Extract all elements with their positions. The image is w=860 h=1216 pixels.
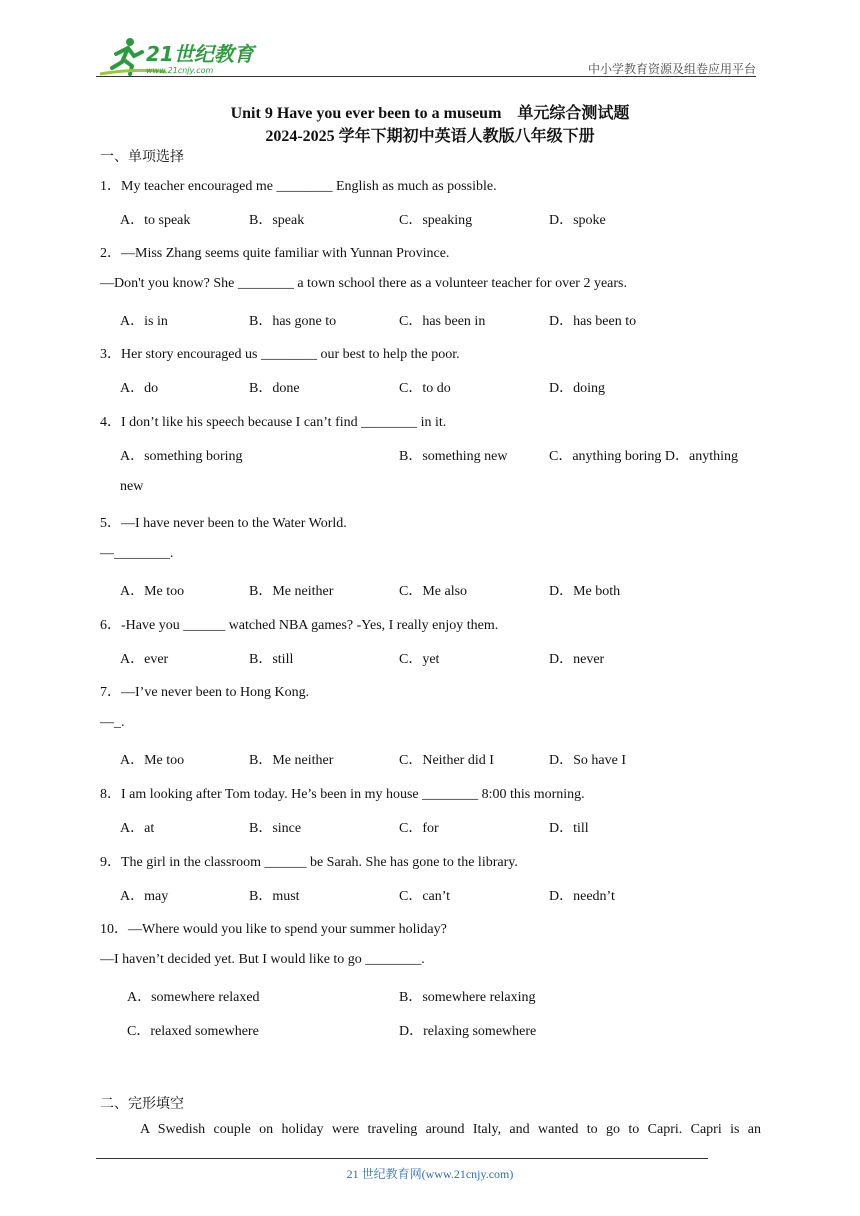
question-9-stem: 9．The girl in the classroom ______ be Sarah. She has gone to the library. (100, 855, 518, 870)
q6-option-a: A．ever (120, 652, 169, 667)
q9-option-a: A．may (120, 889, 169, 904)
site-logo (96, 34, 266, 78)
q6-option-b: B．still (249, 652, 294, 667)
q1-option-c: C．speaking (399, 213, 473, 228)
q5-option-a: A．Me too (120, 584, 185, 599)
q9-option-d: D．needn’t (549, 889, 615, 904)
section-heading-cloze: 二、完形填空 (100, 1096, 184, 1112)
q1-option-b: B．speak (249, 213, 305, 228)
q10-option-a: A．somewhere relaxed (127, 990, 260, 1005)
q6-option-d: D．never (549, 652, 605, 667)
q1-option-d: D．spoke (549, 213, 606, 228)
question-2-stem-cont: —Don't you know? She ________ a town school there as a volunteer teacher for over 2 years. (100, 276, 627, 291)
svg-text:21世纪教育: 21世纪教育 (146, 42, 254, 66)
question-2-stem: 2．—Miss Zhang seems quite familiar with Yunnan Province. (100, 246, 450, 261)
q6-option-c: C．yet (399, 652, 440, 667)
question-10-stem-cont: —I haven’t decided yet. But I would like to go ________. (100, 952, 425, 967)
q2-option-c: C．has been in (399, 314, 486, 329)
q3-option-a: A．do (120, 381, 159, 396)
q1-option-a: A．to speak (120, 213, 191, 228)
page-header (96, 34, 756, 78)
q10-option-d: D．relaxing somewhere (399, 1024, 537, 1039)
q3-option-d: D．doing (549, 381, 605, 396)
q5-option-b: B．Me neither (249, 584, 334, 599)
q9-option-c: C．can’t (399, 889, 451, 904)
question-1-stem: 1．My teacher encouraged me ________ English as much as possible. (100, 179, 497, 194)
q2-option-b: B．has gone to (249, 314, 337, 329)
q8-option-c: C．for (399, 821, 439, 836)
header-divider (96, 76, 756, 77)
document-subtitle: 2024-2025 学年下期初中英语人教版八年级下册 (265, 128, 595, 145)
document-title: Unit 9 Have you ever been to a museum 单元综合测试题 (230, 105, 630, 122)
question-7-stem: 7．—I’ve never been to Hong Kong. (100, 685, 310, 700)
q5-option-d: D．Me both (549, 584, 621, 599)
q7-option-a: A．Me too (120, 753, 185, 768)
q4-option-a: A．something boring (120, 449, 243, 464)
q8-option-b: B．since (249, 821, 302, 836)
q4-option-c-d: C．anything boring D．anything (549, 449, 738, 464)
question-10-stem: 10．—Where would you like to spend your summer holiday? (100, 922, 447, 937)
platform-name: 中小学教育资源及组卷应用平台 (587, 62, 756, 76)
q2-option-d: D．has been to (549, 314, 637, 329)
q2-option-a: A．is in (120, 314, 168, 329)
q8-option-a: A．at (120, 821, 155, 836)
q7-option-d: D．So have I (549, 753, 626, 768)
question-7-stem-cont: —_. (100, 715, 125, 730)
question-5-stem: 5．—I have never been to the Water World. (100, 516, 347, 531)
svg-text:www.21cnjy.com: www.21cnjy.com (146, 66, 214, 75)
q3-option-b: B．done (249, 381, 300, 396)
q4-option-b: B．something new (399, 449, 508, 464)
footer-divider (96, 1158, 708, 1159)
q10-option-c: C．relaxed somewhere (127, 1024, 259, 1039)
footer-source: 21 世纪教育网(www.21cnjy.com) (346, 1167, 514, 1181)
question-5-stem-cont: —________. (100, 546, 174, 561)
section-heading-choice: 一、单项选择 (100, 149, 184, 165)
q5-option-c: C．Me also (399, 584, 468, 599)
q9-option-b: B．must (249, 889, 300, 904)
q4-option-d-cont: new (120, 479, 144, 494)
q3-option-c: C．to do (399, 381, 451, 396)
question-4-stem: 4．I don’t like his speech because I can’t find ________ in it. (100, 415, 447, 430)
question-8-stem: 8．I am looking after Tom today. He’s been in my house ________ 8:00 this morning. (100, 787, 585, 802)
question-6-stem: 6．-Have you ______ watched NBA games? -Yes, I really enjoy them. (100, 618, 499, 633)
question-3-stem: 3．Her story encouraged us ________ our best to help the poor. (100, 347, 460, 362)
q7-option-b: B．Me neither (249, 753, 334, 768)
q8-option-d: D．till (549, 821, 589, 836)
cloze-passage: A Swedish couple on holiday were traveling around Italy, and wanted to go to Capri. Capri is an (140, 1122, 761, 1137)
q7-option-c: C．Neither did I (399, 753, 494, 768)
q10-option-b: B．somewhere relaxing (399, 990, 536, 1005)
